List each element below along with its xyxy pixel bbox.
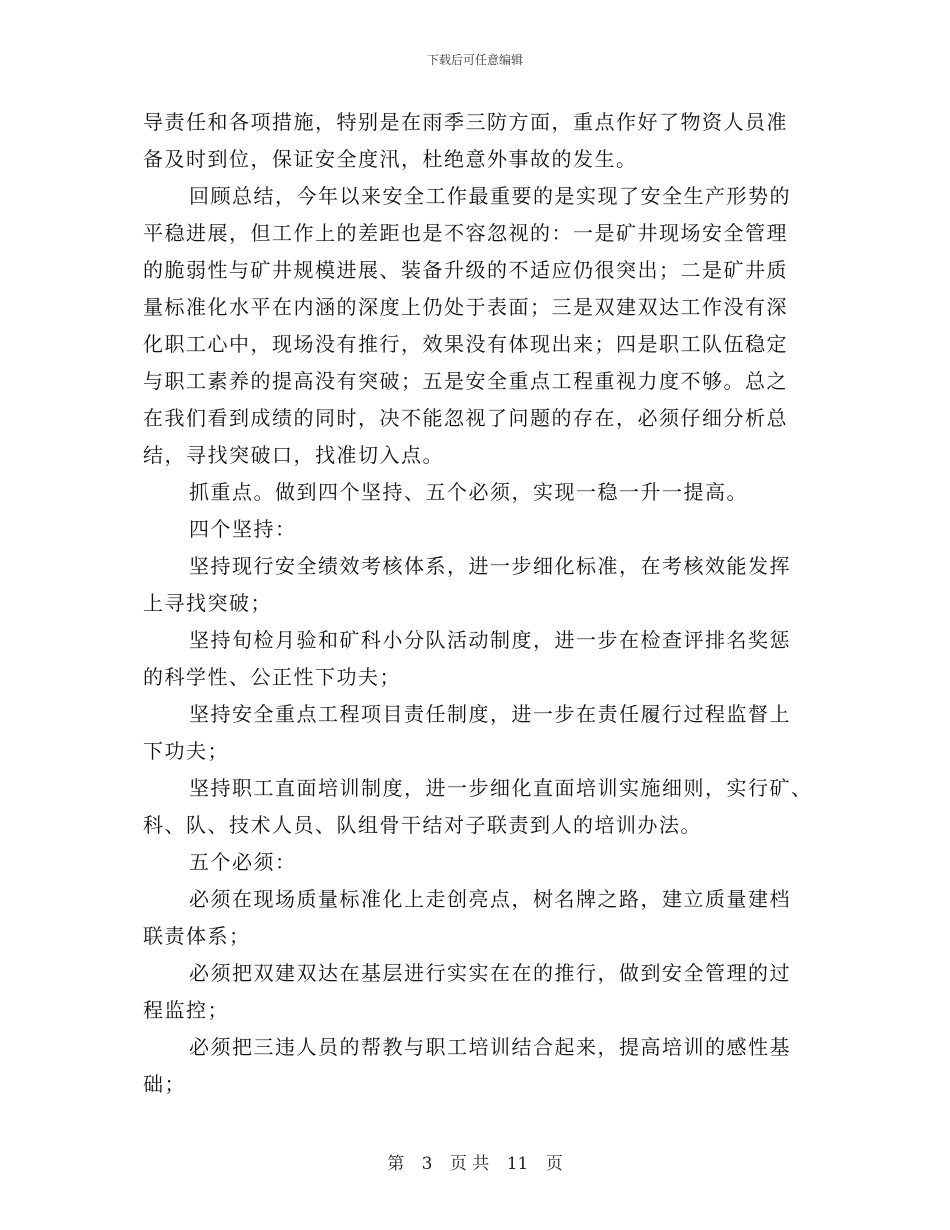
text-line: 下功夫； [143, 739, 229, 763]
text-line: 量标准化水平在内涵的深度上仍处于表面；三是双建双达工作没有深 [143, 295, 788, 319]
document-body [143, 104, 813, 1103]
text-line: 与职工素养的提高没有突破；五是安全重点工程重视力度不够。总之 [143, 369, 788, 393]
text-line: 科、队、技术人员、队组骨干结对子联责到人的培训办法。 [143, 813, 702, 837]
text-line: 础； [143, 1072, 186, 1096]
text-line: 四个坚持： [189, 517, 297, 541]
text-line: 必须把双建双达在基层进行实实在在的推行，做到安全管理的过 [189, 961, 791, 985]
text-line: 的科学性、公正性下功夫； [143, 665, 401, 689]
text-line: 程监控； [143, 998, 229, 1022]
text-line: 上寻找突破； [143, 591, 272, 615]
text-line: 导责任和各项措施，特别是在雨季三防方面，重点作好了物资人员准 [143, 110, 788, 134]
text-line: 坚持安全重点工程项目责任制度，进一步在责任履行过程监督上 [189, 702, 791, 726]
text-line: 平稳进展，但工作上的差距也是不容忽视的：一是矿井现场安全管理 [143, 221, 788, 245]
total-page-number: 11 [506, 1154, 529, 1174]
current-page-number: 3 [421, 1154, 433, 1174]
text-line: 联责体系； [143, 924, 251, 948]
text-line: 化职工心中，现场没有推行，效果没有体现出来；四是职工队伍稳定 [143, 332, 788, 356]
text-line: 必须在现场质量标准化上走创亮点，树名牌之路，建立质量建档 [189, 887, 791, 911]
text-line: 五个必须： [189, 850, 297, 874]
text-line: 坚持旬检月验和矿科小分队活动制度，进一步在检查评排名奖惩 [189, 628, 791, 652]
page-number-prefix: 第 [387, 1154, 405, 1174]
text-line: 的脆弱性与矿井规模进展、装备升级的不适应仍很突出；二是矿井质 [143, 258, 788, 282]
page-header: 下载后可任意编辑 [426, 53, 523, 67]
text-line: 回顾总结，今年以来安全工作最重要的是实现了安全生产形势的 [189, 184, 791, 208]
text-line: 坚持职工直面培训制度，进一步细化直面培训实施细则，实行矿、 [189, 776, 813, 800]
text-line: 必须把三违人员的帮教与职工培训结合起来，提高培训的感性基 [189, 1035, 791, 1059]
text-line: 备及时到位，保证安全度汛，杜绝意外事故的发生。 [143, 147, 638, 171]
text-line: 坚持现行安全绩效考核体系，进一步细化标准，在考核效能发挥 [189, 554, 791, 578]
page-footer [0, 1153, 950, 1175]
page-number-suffix: 页 [545, 1154, 563, 1174]
text-line: 抓重点。做到四个坚持、五个必须，实现一稳一升一提高。 [189, 480, 748, 504]
page-number-middle: 页 共 [449, 1154, 490, 1174]
text-line: 在我们看到成绩的同时，决不能忽视了问题的存在，必须仔细分析总 [143, 406, 788, 430]
text-line: 结，寻找突破口，找准切入点。 [143, 443, 444, 467]
